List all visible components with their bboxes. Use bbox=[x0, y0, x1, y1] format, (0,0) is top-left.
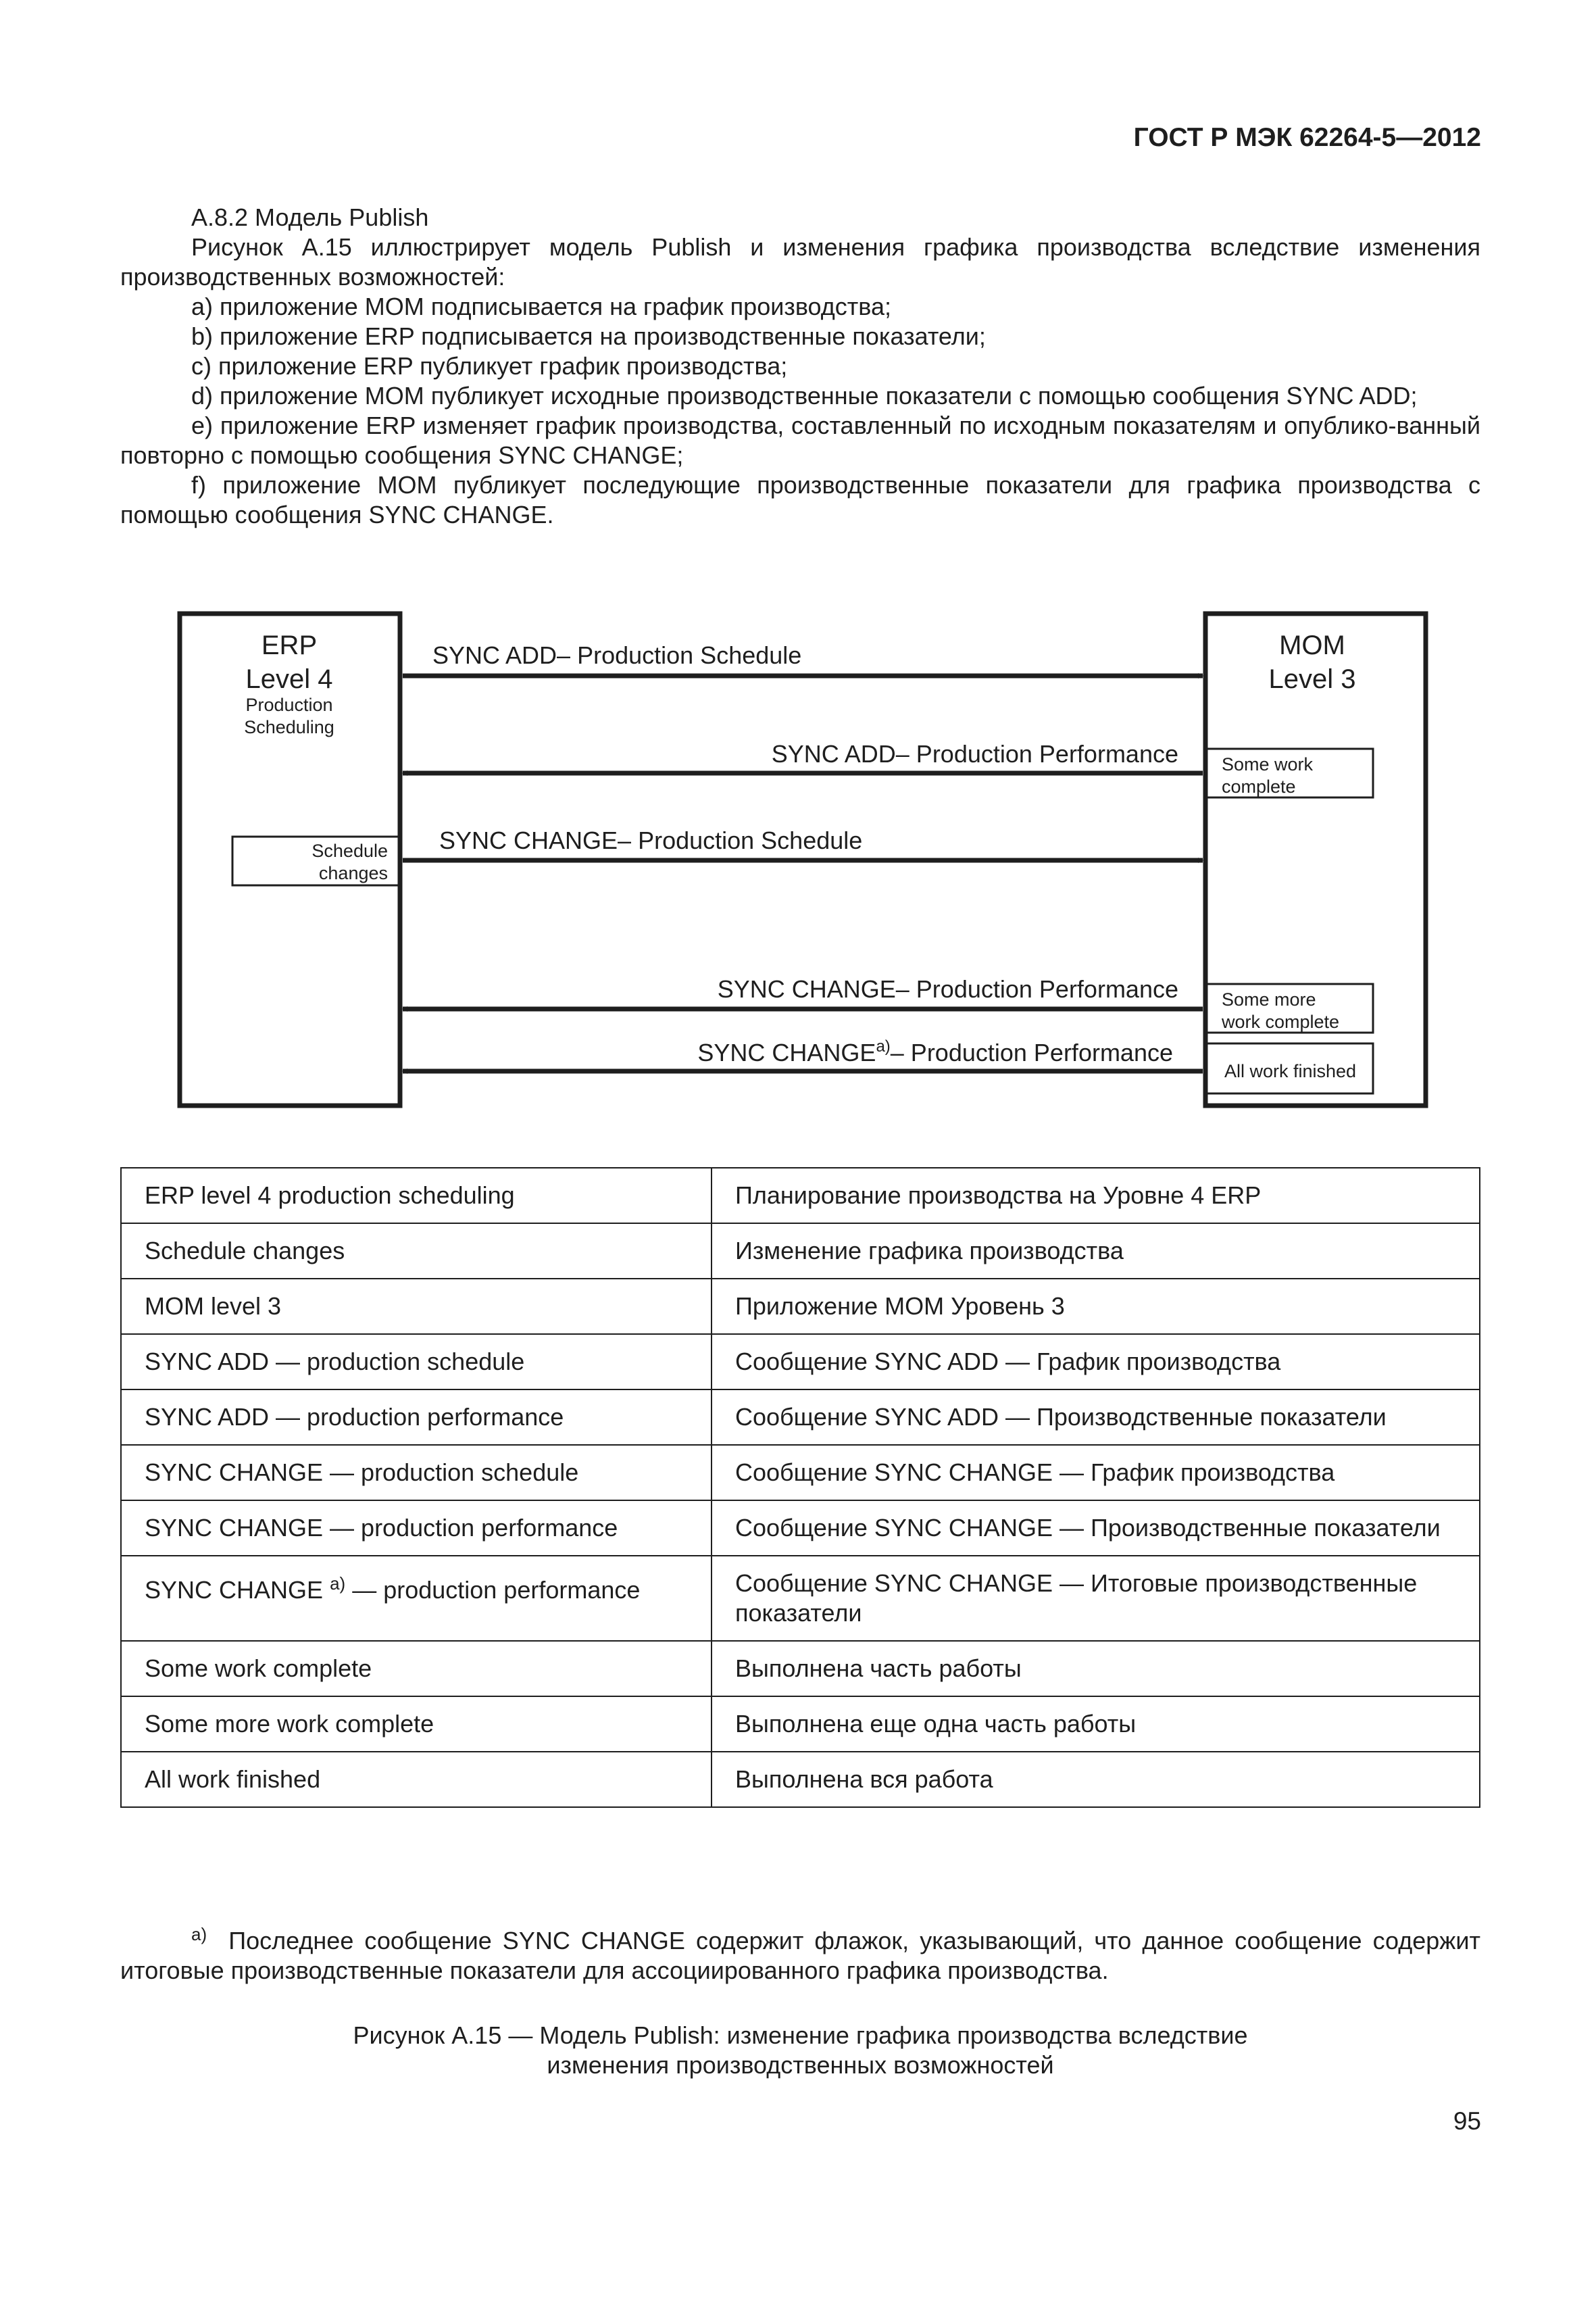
list-item-e: е) приложение ERP изменяет график производства, составленный по исходным показателям и опублико-ванный повторно с помощью сообщения SYNC CHANGE; bbox=[120, 412, 1480, 469]
erp-title: ERP bbox=[261, 631, 318, 660]
term-ru: Планирование производства на Уровне 4 ERP bbox=[712, 1168, 1480, 1223]
table-row bbox=[121, 1223, 1480, 1279]
table-row bbox=[121, 1334, 1480, 1389]
term-ru: Приложение МОМ Уровень 3 bbox=[712, 1279, 1480, 1334]
table-row bbox=[121, 1696, 1480, 1752]
list-item-b: b) приложение ERP подписывается на производственные показатели; bbox=[191, 322, 986, 350]
term-en: MOM level 3 bbox=[121, 1279, 712, 1334]
footnote-text: Последнее сообщение SYNC CHANGE содержит флажок, указывающий, что данное сообщение содержит итоговые производственные показатели для ассоциированного графика производства. bbox=[120, 1927, 1480, 1984]
erp-subtitle-1: Production bbox=[245, 695, 333, 715]
table-row bbox=[121, 1279, 1480, 1334]
term-ru: Выполнена вся работа bbox=[712, 1752, 1480, 1807]
table-row bbox=[121, 1752, 1480, 1807]
table-row bbox=[121, 1389, 1480, 1445]
term-en: SYNC CHANGE — production schedule bbox=[121, 1445, 712, 1500]
msg-sync-change-performance: SYNC CHANGE– Production Performance bbox=[717, 975, 1178, 1003]
schedule-changes-label-2: changes bbox=[318, 863, 388, 883]
caption-line-2: изменения производственных возможностей bbox=[547, 2051, 1054, 2079]
schedule-changes-label-1: Schedule bbox=[311, 841, 388, 861]
footnote-ref: a) bbox=[330, 1573, 346, 1594]
mom-level: Level 3 bbox=[1268, 664, 1356, 694]
table-row bbox=[121, 1168, 1480, 1223]
msg-sync-change-final bbox=[697, 1037, 1173, 1066]
msg-sync-add-schedule: SYNC ADD– Production Schedule bbox=[432, 641, 802, 669]
list-item-d: d) приложение МОМ публикует исходные производственные показатели с помощью сообщения SYNC ADD; bbox=[191, 382, 1418, 410]
msg-sync-change-schedule: SYNC CHANGE– Production Schedule bbox=[439, 827, 863, 854]
term-en bbox=[121, 1556, 712, 1641]
glossary-table bbox=[120, 1167, 1480, 1808]
section-title: А.8.2 Модель Publish bbox=[191, 203, 429, 231]
term-en: Schedule changes bbox=[121, 1223, 712, 1279]
term-ru: Сообщение SYNC CHANGE — График производства bbox=[712, 1445, 1480, 1500]
term-en-part2: — production performance bbox=[345, 1576, 641, 1604]
list-item-f: f) приложение МОМ публикует последующие производственные показатели для графика производства с помощью сообщения SYNC CHANGE. bbox=[120, 471, 1480, 528]
intro-paragraph: Рисунок А.15 иллюстрирует модель Publish и изменения графика производства вследствие изменения производственных возможностей: bbox=[120, 233, 1480, 291]
msg-sync-add-performance: SYNC ADD– Production Performance bbox=[771, 740, 1178, 768]
term-ru: Изменение графика производства bbox=[712, 1223, 1480, 1279]
msg-final-part1: SYNC CHANGE bbox=[697, 1039, 876, 1066]
caption-line-1: Рисунок А.15 — Модель Publish: изменение графика производства вследствие bbox=[353, 2021, 1248, 2049]
some-more-work-label-1: Some more bbox=[1222, 989, 1316, 1010]
footnote bbox=[120, 1919, 1480, 1986]
term-en: ERP level 4 production scheduling bbox=[121, 1168, 712, 1223]
document-header: ГОСТ Р МЭК 62264-5—2012 bbox=[1133, 123, 1481, 152]
all-work-finished-label: All work finished bbox=[1224, 1061, 1357, 1081]
term-en: SYNC CHANGE — production performance bbox=[121, 1500, 712, 1556]
some-more-work-label-2: work complete bbox=[1222, 1012, 1340, 1032]
term-en: Some work complete bbox=[121, 1641, 712, 1696]
term-ru: Сообщение SYNC CHANGE — Итоговые производственные показатели bbox=[712, 1556, 1480, 1641]
term-en: SYNC ADD — production schedule bbox=[121, 1334, 712, 1389]
term-ru: Выполнена часть работы bbox=[712, 1641, 1480, 1696]
term-ru: Выполнена еще одна часть работы bbox=[712, 1696, 1480, 1752]
footnote-mark: a) bbox=[191, 1924, 207, 1944]
some-work-complete-label-2: complete bbox=[1222, 777, 1296, 797]
list-item-c: с) приложение ERP публикует график производства; bbox=[191, 352, 788, 380]
erp-subtitle-2: Scheduling bbox=[244, 717, 334, 737]
some-work-complete-label-1: Some work bbox=[1222, 754, 1314, 774]
term-en: SYNC ADD — production performance bbox=[121, 1389, 712, 1445]
figure-caption bbox=[120, 2021, 1480, 2080]
term-en: All work finished bbox=[121, 1752, 712, 1807]
term-ru: Сообщение SYNC CHANGE — Производственные показатели bbox=[712, 1500, 1480, 1556]
term-ru: Сообщение SYNC ADD — Производственные показатели bbox=[712, 1389, 1480, 1445]
page-number: 95 bbox=[1453, 2107, 1481, 2135]
msg-final-sup: a) bbox=[876, 1037, 891, 1056]
term-en: Some more work complete bbox=[121, 1696, 712, 1752]
table-row bbox=[121, 1641, 1480, 1696]
term-ru: Сообщение SYNC ADD — График производства bbox=[712, 1334, 1480, 1389]
msg-final-part2: – Production Performance bbox=[890, 1039, 1173, 1066]
erp-level: Level 4 bbox=[245, 664, 333, 694]
table-row bbox=[121, 1556, 1480, 1641]
table-row bbox=[121, 1500, 1480, 1556]
table-row bbox=[121, 1445, 1480, 1500]
mom-title: MOM bbox=[1279, 631, 1345, 660]
list-item-a: а) приложение МОМ подписывается на график производства; bbox=[191, 293, 892, 320]
term-en-part1: SYNC CHANGE bbox=[145, 1576, 324, 1604]
publish-model-diagram bbox=[0, 0, 1596, 1149]
